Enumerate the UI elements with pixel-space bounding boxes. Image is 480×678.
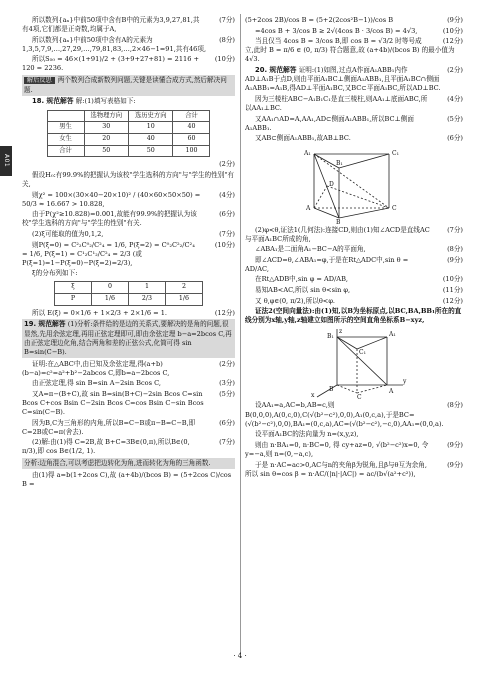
analysis-note: 分析:边角混合,可以考虑把边转化为角,进而转化为角的三角函数. — [22, 458, 235, 469]
table-header-cell: 合计 — [173, 110, 210, 122]
fig-label: A — [306, 204, 311, 212]
paragraph: (10分) 则P(ξ=0) = C²₂C⁰₂/C²₄ = 1/6, P(ξ=2) = C⁰₂C²₂/C²₄ = 1/6, P(ξ=1) = C¹₂C¹₂/C²₄ = 2/3 (或P(ξ=1)=1−P(ξ=0)−P(ξ=2)=2/3), — [22, 240, 235, 267]
points-label: (8分) — [219, 35, 235, 44]
points-label: (10分) — [442, 26, 463, 35]
fig-label: A₁ — [304, 149, 311, 157]
fig-label: C₁ — [392, 149, 399, 157]
points-label: (5分) — [447, 114, 463, 123]
points-label: (7分) — [447, 225, 463, 234]
points-label: (6分) — [219, 210, 235, 219]
fig-label: x — [311, 392, 315, 400]
table-header-cell — [47, 110, 84, 122]
paragraph: (7分) (2)ξ可能取的值为0,1,2, — [32, 229, 235, 238]
fig-label: B₁ — [327, 333, 334, 341]
table-row: 合计 50 50 100 — [47, 145, 210, 157]
points-label: (6分) — [447, 134, 463, 143]
points-label: (9分) — [447, 460, 463, 469]
paragraph: (9分) 于是 n·AC=ac>0,AC与n的夹角β为锐角,且β与θ互为余角,所以 sin θ=cos β = n·AC/(|n|·|AC|) = ac/(b√(a²+c²)), — [245, 460, 463, 478]
points-label: (7分) — [219, 229, 235, 238]
paragraph: (3分) 由正弦定理,得 sin B=sin A−2sin Bcos C, — [32, 379, 235, 388]
right-column — [245, 16, 463, 654]
fig-label: B — [329, 386, 334, 394]
paragraph: (12分) 当且仅当 4cos B = 3/cos B,即 cos B = √3/2 时等号成立,此时 B = π/6 ∈ (0, π/3) 符合题意,故 (a+4b)/(bcos B) 的最小值为 4√3. — [245, 37, 463, 64]
paragraph: (4分) 因为三棱柱ABC−A₁B₁C₁是直三棱柱,则AA₁⊥底面ABC,所以AA₁⊥BC. — [245, 95, 463, 113]
points-label: (10分) — [442, 275, 463, 284]
paragraph: (7分) 所以数列{aₙ}中前50项中含有B中的元素为3,9,27,81,共有4项,它们都是正奇数,均属于A, — [22, 16, 235, 34]
paragraph: (2分) 证明:在△ABC中,由已知及余弦定理,得(a+b)(b−a)=c²=a²+b²−2abcos C,即b=a−2bcos C, — [22, 359, 235, 377]
paragraph: (5分) 又A=π−(B+C),故 sin B=sin(B+C)−2sin Bcos C=sin Bcos C+cos Bsin C−2sin Bcos C=cos Bsin C−sin Bcos C=sin(C−B). — [22, 389, 235, 417]
column-divider — [240, 14, 241, 654]
question-19-analysis: 19. 规范解答 (1)分析:条件给的是边的关系式,要解决的是角的问题,很显然,先用余弦定理,再用正弦定理即可,即由余弦定理 b−a=2bcos C,再由正弦定理边化角,结合两角和差的正弦公式,化简可得 sin B=sin(C−B). — [22, 319, 235, 358]
paragraph: (9分) 即∠ACD=θ,∠ABA₁=φ,于是在Rt△ADC中,sin θ = AD/AC, — [245, 255, 463, 273]
question-18-heading: 18. 规范解答 解:(1)填写表格如下: — [32, 97, 136, 106]
paragraph: (10分) 所以S₅₀ = 46×(1+91)/2 + (3+9+27+81) = 2116 + 120 = 2236. — [22, 55, 235, 73]
points-label: (9分) — [447, 255, 463, 264]
points-label: (9分) — [447, 16, 463, 24]
points-label: (12分) — [442, 296, 463, 305]
fig-label: C₁ — [359, 349, 366, 357]
paragraph: (6分) 由于P(χ²≥10.828)=0.001,故能有99.9%的把握认为该校"学生选科的方向"与"学生的性别"有关. — [22, 210, 235, 228]
fig-label: C — [392, 204, 397, 212]
paragraph: (10分) =4cos B + 3/cos B ≥ 2√(4cos B · 3/cos B) = 4√3, — [255, 26, 463, 35]
fig-label: y — [403, 378, 407, 386]
contingency-table — [47, 110, 211, 158]
table-row: 女生 20 40 60 — [47, 133, 210, 145]
points-label: (8分) — [447, 245, 463, 254]
paragraph: (4分) 则χ² = 100×(30×40−20×10)² / (40×60×50×50) = 50/3 ≈ 16.667 > 10.828, — [22, 190, 235, 208]
table-header-cell: 选物理方向 — [84, 110, 128, 122]
points-label: (9分) — [447, 440, 463, 449]
question-20-heading: (2分) 20. 规范解答 证明:(1)如图,过点A作面A₁ABB₁内作AD⊥A₁B于点D,则由平面A₁BC⊥侧面A₁ABB₁,且平面A₁BC∩侧面A₁ABB₁=A₁B,得AD⊥平面A₁BC,又BC⊂平面A₁BC,所以AD⊥BC. — [245, 65, 463, 93]
points-label: (2分) — [447, 65, 463, 74]
fig-label: z — [339, 328, 343, 336]
paragraph: (7分) (2)解:由(1)得 C=2B,故 B+C=3B∈(0,π),所以B∈(0, π/3),即 cos B∈(1/2, 1). — [22, 438, 235, 456]
paragraph: (7分) (2)φ<θ,证法1(几何法):连接CD,则由(1)知∠ACD是直线AC与平面A₁BC所成的角, — [245, 225, 463, 243]
paragraph: (11分) 易知AB<AC,所以 sin θ<sin φ, — [255, 286, 463, 295]
table-row: 男生 30 10 40 — [47, 122, 210, 134]
paragraph: ξ的分布列如下: — [32, 269, 78, 278]
points-label: (10分) — [214, 55, 235, 64]
paragraph: (8分) 所以数列{aₙ}中前50项中含有A的元素为1,3,5,7,9,…,27,29,…,79,81,83,…,2×46−1=91,共有46项, — [22, 35, 235, 53]
prism-figure-2 — [299, 327, 409, 399]
reflection-tag: 解后反思 — [24, 77, 55, 84]
points-label: (2分) — [219, 359, 235, 368]
points-label: (7分) — [219, 438, 235, 447]
paragraph: (8分) 设AA₁=a,AC=b,AB=c,则B(0,0,0),A(0,c,0),C(√(b²−c²),0,0),A₁(0,c,a),于是BC=(√(b²−c²),0,0),BA₁=(0,c,a),AC=(√(b²−c²),−c,0),AA₁=(0,0,a). — [245, 401, 463, 428]
fig-label: A — [389, 388, 394, 396]
points-label: (3分) — [219, 379, 235, 388]
fig-label: C — [357, 394, 362, 400]
points-label: (4分) — [447, 95, 463, 104]
paragraph: (6分) 又AB⊂侧面A₁ABB₁,故AB⊥BC. — [255, 134, 463, 143]
points-label: (8分) — [447, 401, 463, 410]
paragraph: (12分) 又 θ,φ∈(0, π/2),所以θ<φ. — [255, 296, 463, 305]
points-label: (12分) — [214, 308, 235, 317]
paragraph: (6分) 因为B,C为三角形的内角,所以B=C−B或π−B=C−B,即C=2B或C=π(舍去). — [22, 418, 235, 436]
fig-label: A₁ — [389, 331, 396, 339]
prism-figure-1 — [294, 146, 414, 224]
paragraph: (12分) 所以 E(ξ) = 0×1/6 + 1×2/3 + 2×1/6 = 1. — [32, 308, 235, 317]
points-label: (5分) — [219, 389, 235, 398]
points-label: (10分) — [214, 240, 235, 249]
paragraph: (5分) 又AA₁∩AD=A,AA₁,AD⊂侧面A₁ABB₁,所以BC⊥侧面A₁ABB₁. — [245, 114, 463, 132]
page-number: · 4 · — [233, 652, 247, 660]
paragraph: (9分) 则由 n·BA₁=0, n·BC=0, 得 cy+az=0, √(b²−c²)x=0, 令 y=−a,则 n=(0,−a,c), — [245, 440, 463, 458]
points-label: (7分) — [219, 16, 235, 24]
paragraph: 设平面A₁BC的法向量为 n=(x,y,z), — [255, 430, 359, 439]
paragraph: (8分) ∠ABA₁是二面角A₁−BC−A的平面角, — [255, 245, 463, 254]
table-row: ξ 0 1 2 — [55, 282, 203, 294]
paragraph: (10分) 在Rt△ADB中,sin φ = AD/AB, — [255, 275, 463, 284]
fig-label: B₁ — [336, 159, 343, 167]
distribution-table — [54, 281, 203, 305]
side-section-tab: A01 — [0, 146, 12, 176]
points-label: (6分) — [219, 418, 235, 427]
table-header-cell: 选历史方向 — [129, 110, 173, 122]
left-column — [22, 16, 235, 654]
paragraph: 由(1)得 a=b(1+2cos C),故 (a+4b)/(bcos B) = (5+2cos C)/cos B = — [22, 470, 232, 488]
paragraph: (9分) (5+2cos 2B)/cos B = (5+2(2cos²B−1))/cos B — [245, 16, 463, 24]
points-label: (4分) — [219, 190, 235, 199]
fig-label: B — [336, 218, 341, 224]
points-label: (11分) — [442, 286, 463, 295]
table-row: P 1/6 2/3 1/6 — [55, 294, 203, 306]
points-label: (12分) — [442, 37, 463, 46]
paragraph: 假设H₀:有99.9%的把握认为该校"学生选科的方向"与"学生的性别"有关, — [22, 170, 234, 189]
reflection-note: 解后反思 两个数列合成新数列问题,关键是读懂合成方式,然后解决问题. — [22, 75, 235, 96]
paragraph: 证法2(空间向量法):由(1)知,以B为坐标原点,以BC,BA,BB₁所在的直线分别为x轴,y轴,z轴建立如图所示的空间直角坐标系B−xyz, — [245, 307, 462, 325]
points-label: (2分) — [219, 160, 235, 169]
fig-label: D — [329, 180, 334, 188]
